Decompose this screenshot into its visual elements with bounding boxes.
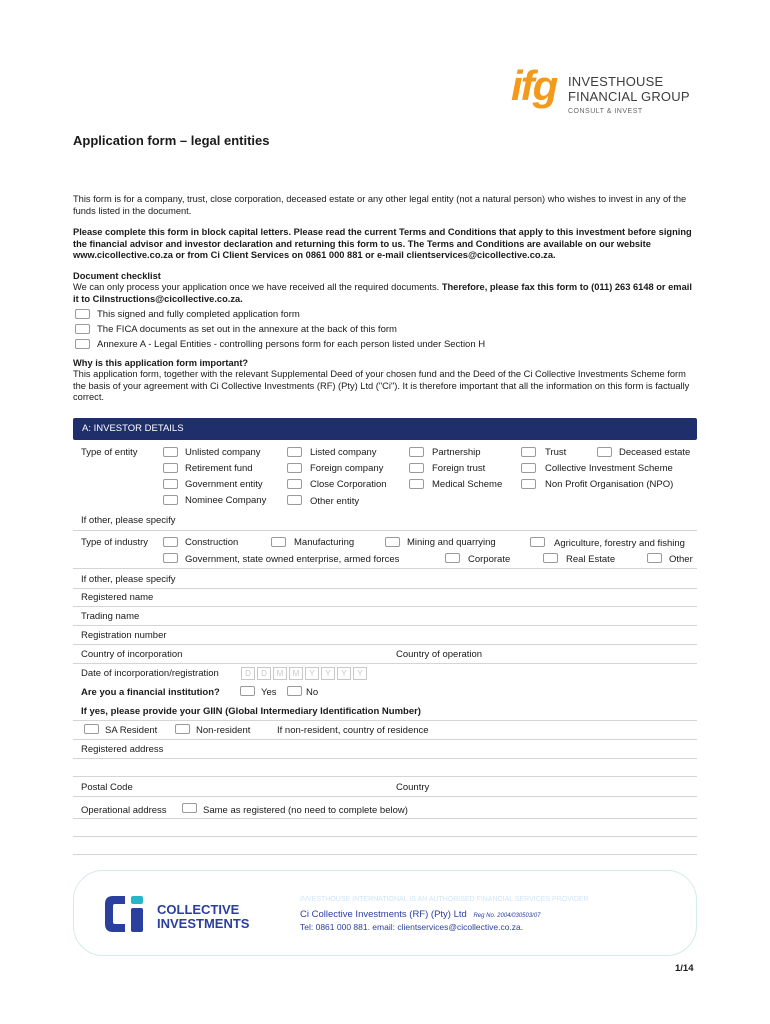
postal-code-label: Postal Code <box>81 782 133 793</box>
checklist-item-2: The FICA documents as set out in the annexure at the back of this form <box>97 324 397 335</box>
entity-nominee-label: Nominee Company <box>185 495 267 506</box>
entity-close-corp-label: Close Corporation <box>310 479 387 490</box>
entity-unlisted-label: Unlisted company <box>185 447 261 458</box>
date-box-y1[interactable]: Y <box>305 667 319 680</box>
postal-country-line[interactable] <box>73 796 697 797</box>
country-operation-label: Country of operation <box>396 649 483 660</box>
entity-partnership-label: Partnership <box>432 447 481 458</box>
instructions-text: Please complete this form in block capital letters. Please read the current Terms and Conditions that apply to this investment before signing the financial advisor and investor declaration and returning this form to us. The Terms and Conditions are available on our website www.cicollective.co.za or from Ci Client Services on 0861 000 881 or e-mail clientservices@cicollective.co.za. <box>73 227 692 261</box>
financial-yes-label: Yes <box>261 687 277 698</box>
logo-tagline: CONSULT & INVEST <box>568 108 643 115</box>
operational-address-line-2[interactable] <box>73 836 697 837</box>
industry-government-label: Government, state owned enterprise, armed forces <box>185 554 400 565</box>
country-label: Country <box>396 782 430 793</box>
entity-npo-checkbox[interactable] <box>521 479 536 489</box>
industry-real-estate-checkbox[interactable] <box>543 553 558 563</box>
operational-address-line-1[interactable] <box>73 818 697 819</box>
ci-brand-line1: COLLECTIVE <box>157 902 240 917</box>
checklist-item-1: This signed and fully completed application form <box>97 309 300 320</box>
industry-corporate-label: Corporate <box>468 554 511 565</box>
entity-trust-label: Trust <box>545 447 567 458</box>
industry-construction-label: Construction <box>185 537 239 548</box>
footer-provider-text: INVESTHOUSE INTERNATIONAL IS AN AUTHORISED FINANCIAL SERVICES PROVIDER <box>300 896 589 903</box>
footer-company <box>300 909 541 920</box>
entity-other-specify-label: If other, please specify <box>81 515 176 526</box>
date-incorporation-label: Date of incorporation/registration <box>81 668 219 679</box>
footer-company-name: Ci Collective Investments (RF) (Pty) Ltd <box>300 909 467 920</box>
financial-no-label: No <box>306 687 319 698</box>
entity-listed-checkbox[interactable] <box>287 447 302 457</box>
entity-foreign-trust-label: Foreign trust <box>432 463 486 474</box>
entity-deceased-checkbox[interactable] <box>597 447 612 457</box>
date-box-d1[interactable]: D <box>241 667 255 680</box>
entity-medical-label: Medical Scheme <box>432 479 503 490</box>
footer-reg-no: Reg No. 2004/030503/07 <box>473 913 541 919</box>
entity-retirement-checkbox[interactable] <box>163 463 178 473</box>
sa-resident-label: SA Resident <box>105 725 158 736</box>
same-as-registered-label: Same as registered (no need to complete below) <box>203 805 408 816</box>
entity-unlisted-checkbox[interactable] <box>163 447 178 457</box>
page-title: Application form – legal entities <box>73 133 270 148</box>
giin-line[interactable] <box>73 720 697 721</box>
non-resident-checkbox[interactable] <box>175 724 190 734</box>
registration-number-label: Registration number <box>81 630 167 641</box>
industry-other-specify-line[interactable] <box>73 588 697 589</box>
company-logo <box>508 60 708 120</box>
checklist-text <box>73 282 699 305</box>
same-as-registered-checkbox[interactable] <box>182 803 197 813</box>
entity-retirement-label: Retirement fund <box>185 463 253 474</box>
importance-text: This application form, together with the relevant Supplemental Deed of your chosen fund and the Deed of the Ci Collective Investments Scheme form the basis of your agreement with Ci Collective Investments (RF) (Pty) Ltd ("Ci"). It is therefore important that all the information on this form is factually correct. <box>73 369 690 403</box>
ci-brand-line2: INVESTMENTS <box>157 916 250 931</box>
importance-heading: Why is this application form important? <box>73 358 249 368</box>
logo-line1: INVESTHOUSE <box>568 74 664 89</box>
industry-divider <box>73 568 697 569</box>
checklist-item-3: Annexure A - Legal Entities - controlling persons form for each person listed under Section H <box>97 339 486 350</box>
entity-close-corp-checkbox[interactable] <box>287 479 302 489</box>
registered-address-line-1[interactable] <box>73 758 697 759</box>
industry-manufacturing-label: Manufacturing <box>294 537 355 548</box>
section-a-header: A: INVESTOR DETAILS <box>73 418 697 440</box>
non-resident-country-label: If non-resident, country of residence <box>277 725 429 736</box>
entity-other-label: Other entity <box>310 496 360 507</box>
industry-agriculture-label: Agriculture, forestry and fishing <box>554 538 685 549</box>
entity-government-checkbox[interactable] <box>163 479 178 489</box>
date-box-y4[interactable]: Y <box>353 667 367 680</box>
sa-resident-checkbox[interactable] <box>84 724 99 734</box>
entity-medical-checkbox[interactable] <box>409 479 424 489</box>
checklist-text-plain: We can only process your application once we have received all the required documents. <box>73 282 442 292</box>
intro-text: This form is for a company, trust, close corporation, deceased estate or any other legal entity (not a natural person) who wishes to invest in any of the funds listed in the document. <box>73 194 687 216</box>
checklist-text-bold: Therefore, please fax this form to (011) 263 6148 or email it to CiInstructions@cicollective.co.za. <box>73 282 692 304</box>
entity-listed-label: Listed company <box>310 447 377 458</box>
ifg-logo-mark: ifg <box>511 62 557 109</box>
ci-logo <box>103 894 263 934</box>
ci-logo-icon <box>103 894 147 934</box>
financial-institution-question: Are you a financial institution? <box>81 687 220 698</box>
checklist-heading: Document checklist <box>73 271 161 281</box>
country-incorporation-label: Country of incorporation <box>81 649 183 660</box>
date-box-y2[interactable]: Y <box>321 667 335 680</box>
entity-foreign-company-checkbox[interactable] <box>287 463 302 473</box>
industry-mining-checkbox[interactable] <box>385 537 400 547</box>
entity-npo-label: Non Profit Organisation (NPO) <box>545 479 674 490</box>
industry-construction-checkbox[interactable] <box>163 537 178 547</box>
entity-other-checkbox[interactable] <box>287 495 302 505</box>
industry-government-checkbox[interactable] <box>163 553 178 563</box>
registered-address-label: Registered address <box>81 744 164 755</box>
registered-name-line[interactable] <box>73 606 697 607</box>
industry-manufacturing-checkbox[interactable] <box>271 537 286 547</box>
entity-foreign-company-label: Foreign company <box>310 463 384 474</box>
entity-type-label: Type of entity <box>81 447 138 458</box>
registered-address-line-2[interactable] <box>73 776 697 777</box>
industry-other-label: Other <box>669 554 693 565</box>
financial-yes-checkbox[interactable] <box>240 686 255 696</box>
operational-address-line-3[interactable] <box>73 854 697 855</box>
entity-nominee-checkbox[interactable] <box>163 495 178 505</box>
checklist-checkbox-2[interactable] <box>75 324 90 334</box>
page-number: 1/14 <box>675 963 694 974</box>
industry-real-estate-label: Real Estate <box>566 554 616 565</box>
logo-line2: FINANCIAL GROUP <box>568 89 690 104</box>
residence-line[interactable] <box>73 739 697 740</box>
registered-name-label: Registered name <box>81 592 154 603</box>
entity-deceased-label: Deceased estate <box>619 447 691 458</box>
date-box-m1[interactable]: M <box>273 667 287 680</box>
entity-cis-checkbox[interactable] <box>521 463 536 473</box>
entity-foreign-trust-checkbox[interactable] <box>409 463 424 473</box>
industry-type-label: Type of industry <box>81 537 149 548</box>
financial-no-checkbox[interactable] <box>287 686 302 696</box>
country-line[interactable] <box>73 663 697 664</box>
industry-other-specify-label: If other, please specify <box>81 574 176 585</box>
date-box-y3[interactable]: Y <box>337 667 351 680</box>
trading-name-line[interactable] <box>73 625 697 626</box>
entity-other-specify-line[interactable] <box>73 530 697 531</box>
trading-name-label: Trading name <box>81 611 140 622</box>
industry-agriculture-checkbox[interactable] <box>530 537 545 547</box>
giin-label: If yes, please provide your GIIN (Global Intermediary Identification Number) <box>81 706 421 717</box>
industry-mining-label: Mining and quarrying <box>407 537 496 548</box>
operational-address-label: Operational address <box>81 805 167 816</box>
date-box-d2[interactable]: D <box>257 667 271 680</box>
entity-partnership-checkbox[interactable] <box>409 447 424 457</box>
industry-other-checkbox[interactable] <box>647 553 662 563</box>
entity-government-label: Government entity <box>185 479 263 490</box>
checklist-checkbox-3[interactable] <box>75 339 90 349</box>
non-resident-label: Non-resident <box>196 725 251 736</box>
entity-cis-label: Collective Investment Scheme <box>545 463 673 474</box>
registration-number-line[interactable] <box>73 644 697 645</box>
entity-trust-checkbox[interactable] <box>521 447 536 457</box>
footer-contact: Tel: 0861 000 881. email: clientservices@cicollective.co.za. <box>300 922 524 932</box>
checklist-checkbox-1[interactable] <box>75 309 90 319</box>
date-box-m2[interactable]: M <box>289 667 303 680</box>
industry-corporate-checkbox[interactable] <box>445 553 460 563</box>
